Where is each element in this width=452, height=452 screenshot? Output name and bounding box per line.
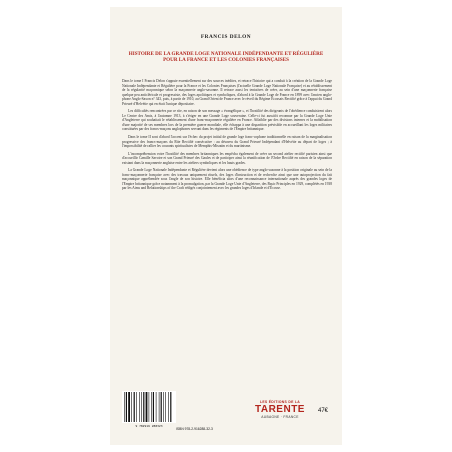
book-title: HISTOIRE DE LA GRANDE LOGE NATIONALE INDÉPENDANTE ET RÉGULIÈRE POUR LA FRANCE ET LES COLONIES FRANÇAISES (128, 51, 324, 63)
price-label: 47€ (318, 408, 329, 414)
blurb-paragraph: L'incompréhension voire l'hostilité des membres britanniques les empêcha également de créer un second atelier rectifié parisien ainsi que d'accueillir Camille Savoire et son Grand Prieuré des Gaules et de participer ainsi la réunification de l'Ordre Rectifié en raison de la séparation existant dans la maçonnerie anglaise entre les ateliers symboliques et les hauts grades. (122, 151, 332, 165)
blurb-paragraph: Dans le tome I Francis Delon s'appuie essentiellement sur des sources inédites, et retrace l'histoire qui a conduit à la création de la Grande Loge Nationale Indépendante et Régulière pour la France et les Colonies Françaises (l'actuelle Grande Loge Nationale Française) et au rétablissement de la régularité maçonnique selon la maçonnerie anglo-saxonne. Il retrace aussi les tentatives de créer, au sein d'une maçonnerie française quelque peu anticléricale et progressiste, des loges apolitiques et symboliques, d'abord à la Grande Loge de France en 1899 avec l'ancien anglo-phone Anglo-Saxon n° 343, puis, à partir de 1910, au Grand Orient de France avec le réveil du Régime Écossais Rectifié grâce à l'appui du Grand Prieuré d'Helvétie qui en était l'unique dépositaire. (122, 79, 332, 106)
blurb-paragraph: La Grande Loge Nationale Indépendante et Régulière devient alors une obédience de type anglo-saxonne à la position originale au sein de la franc-maçonnerie française avec des travaux uniquement rituels, des loges d'instruction et de recherche ainsi que une autoprojection du fait maçonnique appréhendée sous l'angle de son histoire. Elle bénéficia alors d'une reconnaissance internationale auprès des grandes loges de l'Empire britannique grâce notamment à la promulgation, par la Grande Loge Unie d'Angleterre, des Basic Principles en 1929, complétés en 1938 par les Aims and Relationships of the Craft rédigés conjointement avec les grandes loges d'Irlande et d'Écosse. (122, 168, 332, 191)
blurb-paragraph: Les difficultés rencontrées par ce rite, en raison de son message « évangélique », et l'hostilité des dirigeants de l'obédience conduisirent alors Le Centre des Amis, à l'automne 1913, à s'ériger en une Grande Loge souveraine. Celle-ci fut aussitôt reconnue par la Grande Loge Unie d'Angleterre qui souhaitait le rétablissement d'une franc-maçonnerie régulière en France. Affaiblie par des divisions internes et la mobilisation d'une majorité de ses membres lors de la première guerre mondiale, elle échappa à une disparition prévisible en accueillant les loges militaires constituées par des francs-maçons anglophones servant dans les régiments de l'Empire britannique. (122, 109, 332, 132)
barcode-icon (122, 391, 176, 423)
book-back-cover (110, 7, 342, 445)
publisher-name: TARENTE (255, 404, 305, 415)
barcode-digits: 9 782916 288323 (135, 424, 163, 428)
author-name: FRANCIS DELON (200, 34, 252, 40)
blurb-paragraph: Dans le tome II sont d'abord l'accent sur l'échec du projet initial de grande loge franc-cophone traditionnelle en raison de la marginalisation progressive des francs-maçons du Rite Rectifié consécutive : au désaveu du Grand Prieuré Indépendant d'Helvétie au départ de loges ; à l'impossibilité de rallier les courants spiritualistes de Memphis-Misraïm et du martinisme. (122, 135, 332, 149)
blurb-text (122, 79, 332, 194)
publisher-prefix: LES ÉDITIONS DE LA (259, 400, 301, 404)
publisher-place: AUBAGNE · FRANCE (261, 415, 299, 419)
isbn-number: ISBN 978-2-916288-32-3 (176, 427, 213, 431)
publisher-logo (250, 400, 310, 419)
